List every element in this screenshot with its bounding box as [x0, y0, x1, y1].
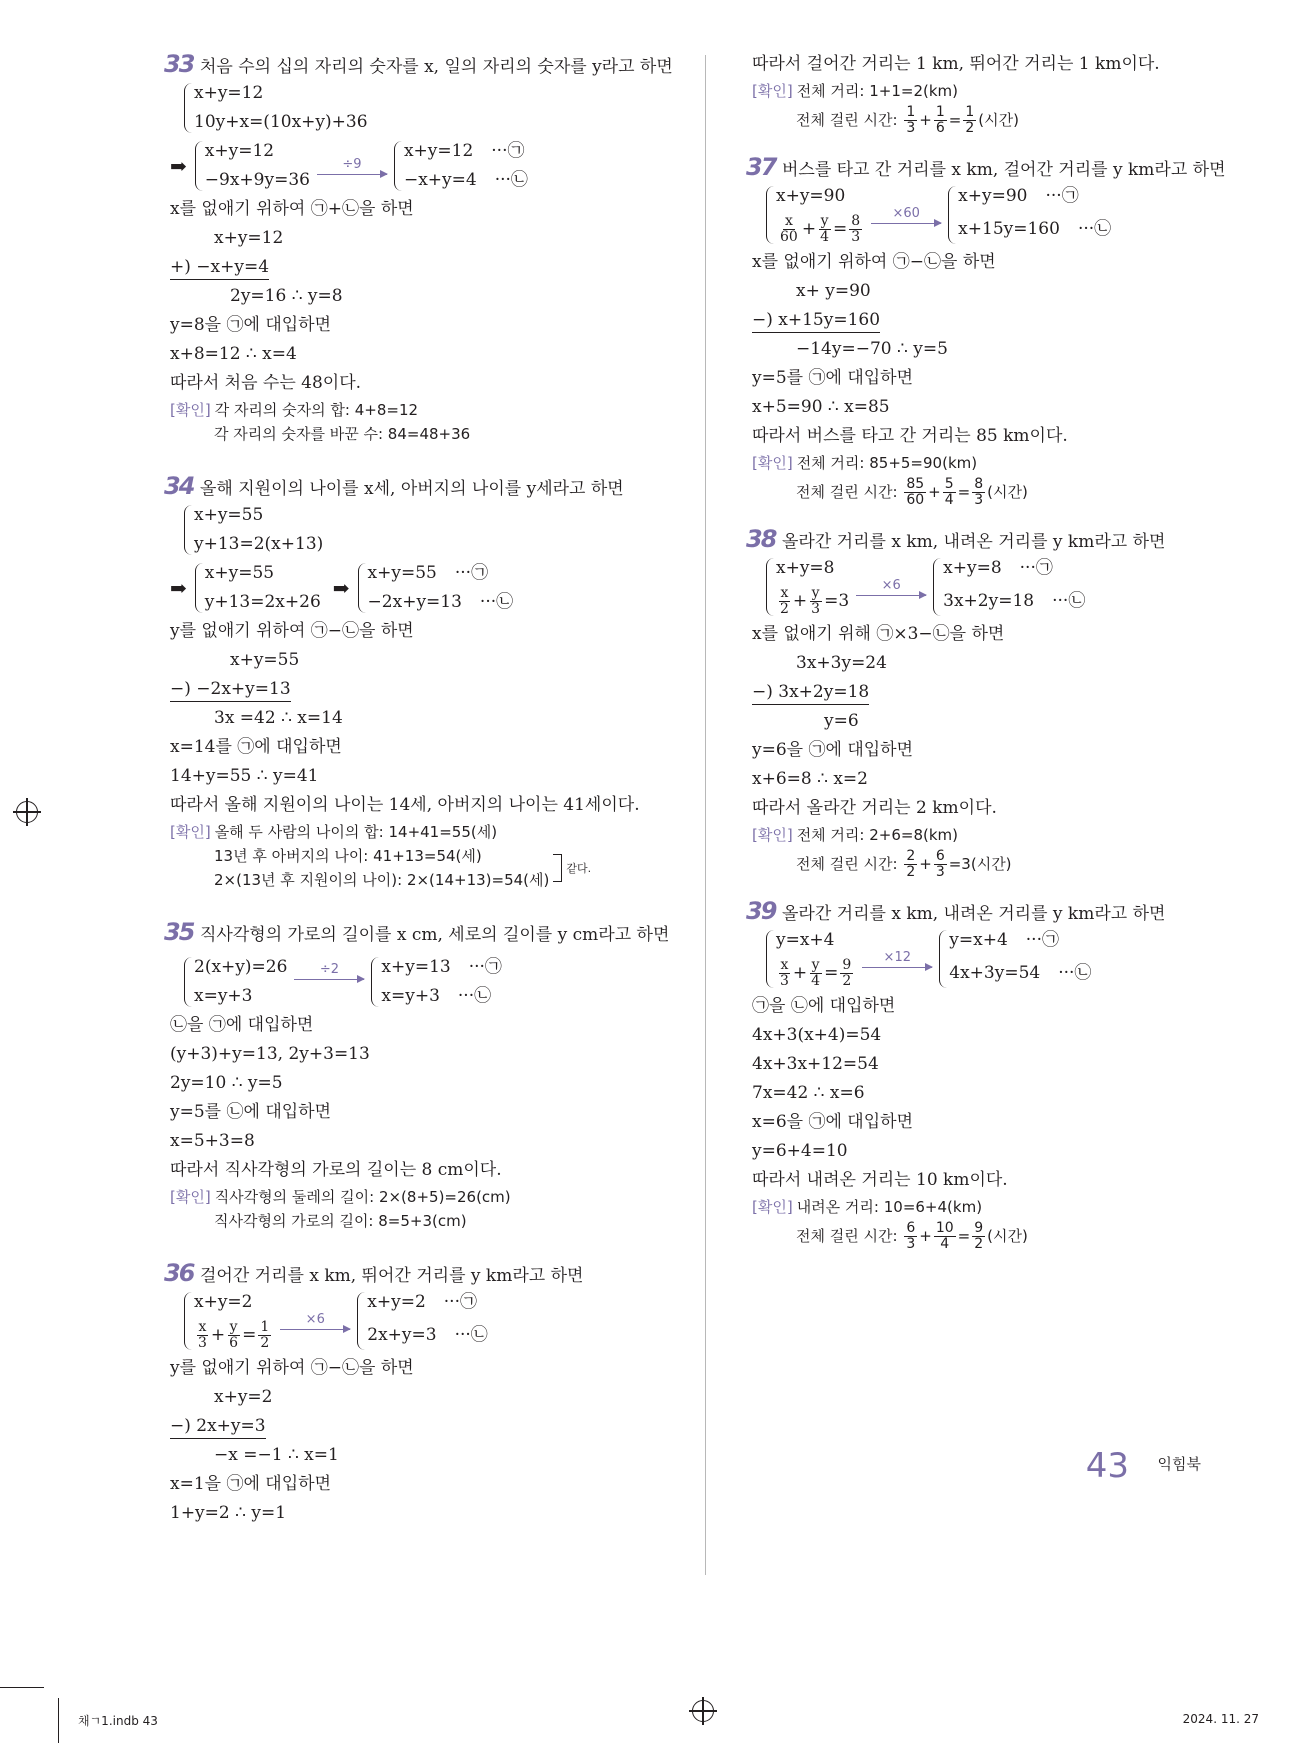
operation-arrow: ÷9: [316, 157, 388, 175]
problem-number: 33: [164, 50, 194, 78]
column-divider: [705, 55, 706, 1575]
problem-38: 38 올라간 거리를 x km, 내려온 거리를 y km라고 하면 x+y=8 $\frac{x}{2}$ + $\frac{y}{3}$ =3 ×6 x+y=8 ···㉠ 3x+2y=18 ···㉡ x를 없애기 위해 ㉠×3−㉡을 하면 3x+3y=24 −) 3x+2y=18 y=6 y=6을 ㉠에 대입하면 x+6=8 ∴ x=2 따라서 올라간 거리는 2 km이다. [확인] 전체 거리: 2+6=8(km) 전체 걸린 시간: $\frac{2}{2}$ + $\frac{6}{3}$ =3(시간): [746, 525, 1166, 880]
crop-mark: [0, 1687, 44, 1688]
problem-35: 35 직사각형의 가로의 길이를 x cm, 세로의 길이를 y cm라고 하면 2(x+y)=26 x=y+3 ÷2 x+y=13 ···㉠ x=y+3 ···㉡ ㉡을 ㉠에 대입하면 (y+3)+y=13, 2y+3=13 2y=10 ∴ y=5 y=5를 ㉡에 대입하면 x=5+3=8 따라서 직사각형의 가로의 길이는 8 cm이다. [확인] 직사각형의 둘레의 길이: 2×(8+5)=26(cm) 직사각형의 가로의 길이: 8=5+3(cm): [164, 918, 670, 1230]
arrow-right-icon: ➡: [332, 576, 350, 600]
registration-mark-icon: [692, 1700, 714, 1722]
equation-system: x+y=12 10y+x=(10x+y)+36: [184, 79, 690, 137]
problem-37: 37 버스를 타고 간 거리를 x km, 걸어간 거리를 y km라고 하면 x+y=90 $\frac{x}{60}$ + $\frac{y}{4}$ = $\frac{8}{3}$ ×60 x+y=90 ···㉠ x+15y=160 ···㉡ x를 없애기 위하여 ㉠−㉡을 하면 x+ y=90 −) x+15y=160 −14y=−70 ∴ y=5 y=5를 ㉠에 대입하면 x+5=90 ∴ x=85 따라서 버스를 타고 간 거리는 85 km이다. [확인] 전체 거리: 85+5=90(km) 전체 걸린 시간: $\frac{85}{60}$ + $\frac{5}{4}$ = $\frac{8}{3}$ (시간): [746, 153, 1226, 508]
problem-36-continued: 따라서 걸어간 거리는 1 km, 뛰어간 거리는 1 km이다. [확인] 전체 거리: 1+1=2(km) 전체 걸린 시간: $\frac{1}{3}$ + $\frac{1}{6}$ = $\frac{1}{2}$ (시간): [752, 54, 1160, 136]
page-number: 43: [1085, 1446, 1129, 1486]
registration-mark-icon: [16, 801, 38, 823]
problem-36: 36 걸어간 거리를 x km, 뛰어간 거리를 y km라고 하면 x+y=2 $\frac{x}{3}$ + $\frac{y}{6}$ = $\frac{1}{2}$ ×6 x+y=2 ···㉠ 2x+y=3 ···㉡ y를 없애기 위하여 ㉠−㉡을 하면 x+y=2 −) 2x+y=3 −x =−1 ∴ x=1 x=1을 ㉠에 대입하면 1+y=2 ∴ y=1: [164, 1259, 584, 1523]
crop-mark: [58, 1698, 59, 1743]
problem-intro: 처음 수의 십의 자리의 숫자를 x, 일의 자리의 숫자를 y라고 하면: [200, 57, 673, 77]
transform-row: ➡ x+y=12 −9x+9y=36 ÷9 x+y=12 ···㉠ −x+y=4 ···㉡: [170, 141, 528, 190]
arrow-right-icon: ➡: [170, 154, 187, 178]
arrow-right-icon: ➡: [170, 576, 187, 600]
confirm-note: [확인] 각 자리의 숫자의 합: 4+8=12: [170, 401, 419, 419]
right-column: [746, 50, 1272, 1253]
left-column: [164, 50, 690, 1528]
book-label: 익힘북: [1157, 1455, 1201, 1473]
problem-33: 33 처음 수의 십의 자리의 숫자를 x, 일의 자리의 숫자를 y라고 하면 x+y=12 10y+x=(10x+y)+36 ➡ x+y=12 −9x+9y=36 ÷9 x+y=12 ···㉠ −x+y=4 ···㉡ x를 없애기 위하여 ㉠+㉡을 하면 x+y=12 +) −x+y=4 2y=16 ∴ y=8 y=8을 ㉠에 대입하면 x+8=12 ∴ x=4 따라서 처음 수는 48이다. [확인] 각 자리의 숫자의 합: 4+8=12 각 자리의 숫자를 바꾼 수: 84=48+36: [170, 50, 690, 446]
file-name: 채ㄱ1.indb 43: [78, 1714, 158, 1728]
problem-34: 34 올해 지원이의 나이를 x세, 아버지의 나이를 y세라고 하면 x+y=55 y+13=2(x+13) ➡ x+y=55 y+13=2x+26 ➡ x+y=55 ···㉠ −2x+y=13 ···㉡ y를 없애기 위하여 ㉠−㉡을 하면 x+y=55 −) −2x+y=13 3x =42 ∴ x=14 x=14를 ㉠에 대입하면 14+y=55 ∴ y=41 따라서 올해 지원이의 나이는 14세, 아버지의 나이는 41세이다. [확인] 올해 두 사람의 나이의 합: 14+41=55(세) 13년 후 아버지의 나이: 41+13=54(세) 2×(13년 후 지원이의 나이): 2×(14+13)=54(세) 같다.: [164, 472, 640, 889]
problem-39: 39 올라간 거리를 x km, 내려온 거리를 y km라고 하면 y=x+4 $\frac{x}{3}$ + $\frac{y}{4}$ = $\frac{9}{2}$ ×12 y=x+4 ···㉠ 4x+3y=54 ···㉡ ㉠을 ㉡에 대입하면 4x+3(x+4)=54 4x+3x+12=54 7x=42 ∴ x=6 x=6을 ㉠에 대입하면 y=6+4=10 따라서 내려온 거리는 10 km이다. [확인] 내려온 거리: 10=6+4(km) 전체 걸린 시간: $\frac{6}{3}$ + $\frac{10}{4}$ = $\frac{9}{2}$ (시간): [746, 897, 1166, 1252]
print-date: 2024. 11. 27: [1182, 1712, 1259, 1726]
